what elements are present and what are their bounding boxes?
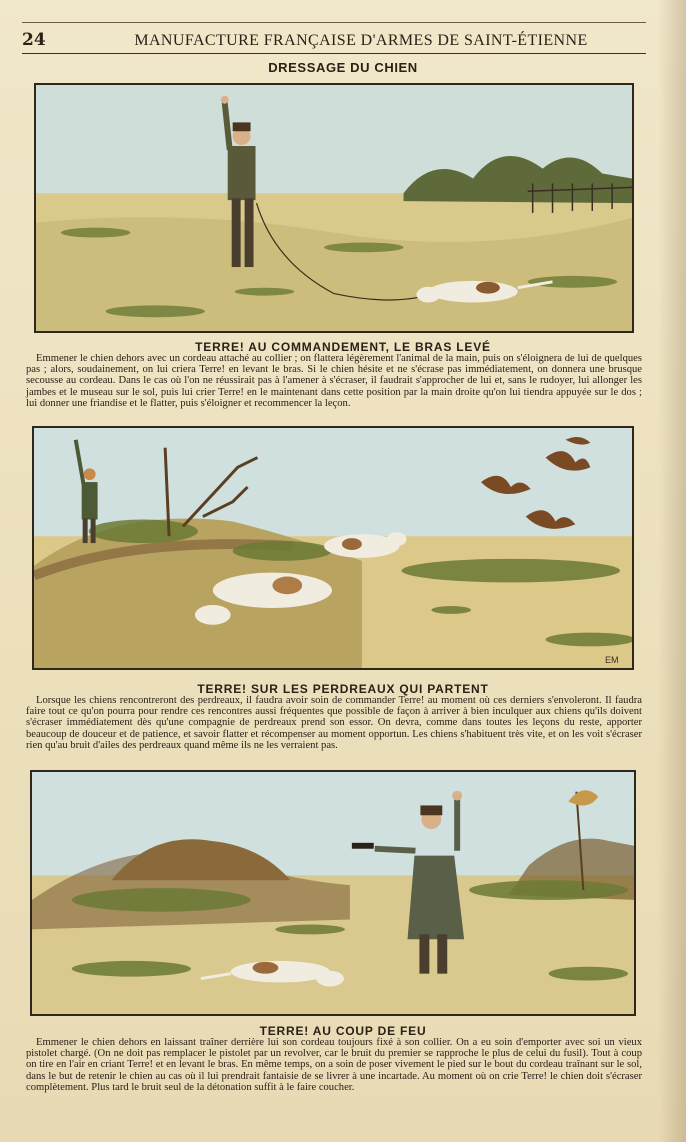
plate-1-text: Emmener le chien dehors avec un cordeau attaché au collier ; on flattera légèrement l'animal de la main, puis on s'éloignera de lui de quelques pas ; alors, soudainement, on lui criera Terre! en levant le bras. Si le chien hésite et ne s'écrase pas immédiatement, on donnera une brusque secousse au cordeau. Dans le cas où l'on ne réussirait pas à l'amener à s'écraser, il faudrait s'approcher de lui et, sans le rudoyer, lui allonger les jambes et le museau sur le sol, puis lui crier Terre! en le maintenant dans cette position par la main droite qu'on lui tiendra appuyée sur le dos ; lui donner une friandise et le flatter, puis s'éloigner et recommencer la leçon. [26,353,642,409]
plate-1-caption: TERRE! AU COMMANDEMENT, LE BRAS LEVÉ [195,340,491,354]
plate-1-illustration [34,83,634,333]
plate-2-caption: TERRE! SUR LES PERDREAUX QUI PARTENT [197,682,489,696]
plate-2-signature: EM [605,655,619,665]
plate-3-illustration [30,770,636,1016]
plate-2-drawing [34,428,632,668]
plate-2-text: Lorsque les chiens rencontreront des perdreaux, il faudra avoir soin de commander Terre! au moment où ces derniers s'envoleront. Il faudra faire tout ce qu'on pourra pour rendre ces rencontres aussi fréquentes que possible de façon à arriver à bien inculquer aux chiens qu'ils doivent s'écraser immédiatement dès qu'une compagnie de perdreaux prend son essor. On devra, comme dans toutes les leçons du reste, apporter beaucoup de douceur et de patience, et savoir flatter et récompenser au moment opportun. Les chiens s'habituent très vite, et on les voit s'écraser rien qu'au bruit d'ailes des perdreaux quand même ils ne les verraient pas. [26,695,642,751]
running-title: MANUFACTURE FRANÇAISE D'ARMES DE SAINT-ÉTIENNE [134,32,588,49]
running-head [22,30,646,54]
plate-1-drawing [36,85,632,331]
page-edge-shadow [658,0,686,1142]
page-number: 24 [22,30,46,50]
plate-3-text: Emmener le chien dehors en laissant traîner derrière lui son cordeau toujours fixé à son collier. On a eu soin d'emporter avec soi un vieux pistolet chargé. (On ne doit pas remplacer le pistolet par un revolver, car le bruit du premier se rapproche le plus de celui du fusil). Tout à coup on tire en l'air en criant Terre! et en levant le bras. En même temps, on a soin de poser vivement le pied sur le bout du cordeau traînant sur le sol, dans le but de retenir le chien au cas où il lui prendrait fantaisie de se livrer à une incartade. Au moment où on crie Terre! le chien doit s'écraser complètement. Plus tard le bruit seul de la détonation suffit à le faire coucher. [26,1037,642,1093]
plate-2-illustration [32,426,634,670]
section-title: DRESSAGE DU CHIEN [268,60,418,75]
plate-3-drawing [32,772,634,1014]
plate-3-caption: TERRE! AU COUP DE FEU [259,1024,427,1038]
top-rule [22,22,646,23]
